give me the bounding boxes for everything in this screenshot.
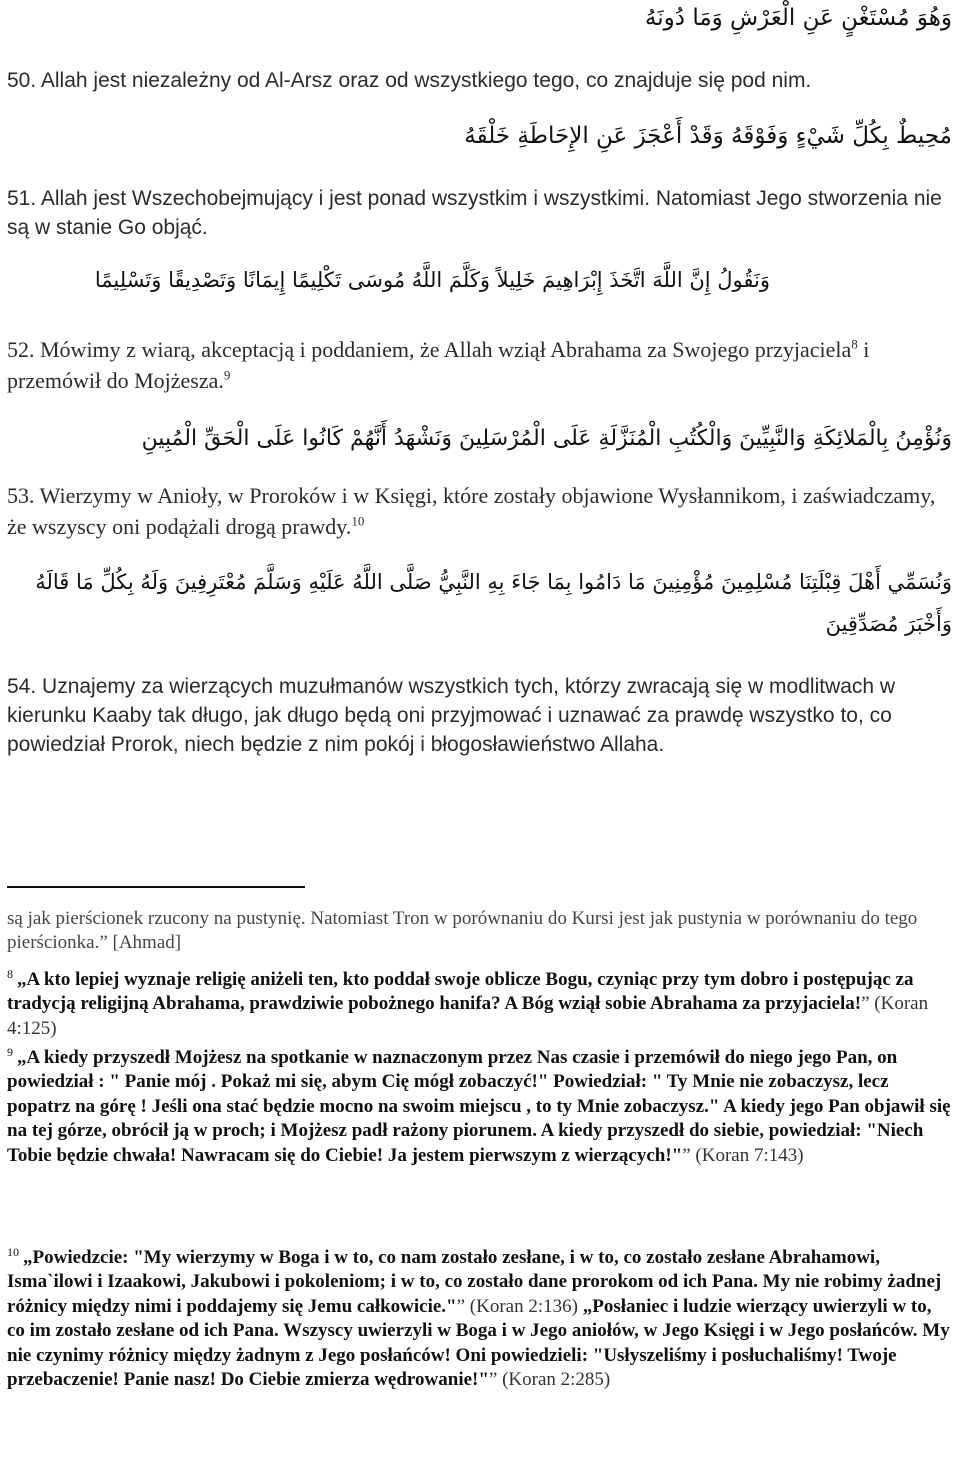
translation-text: 53. Wierzymy w Anioły, w Proroków i w Księgi, które zostały objawione Wysłannikom, i zaświadczamy, że wszyscy oni podążali drogą prawdy. bbox=[7, 483, 936, 539]
footnote-10-source-1: ” (Koran 2:136) bbox=[456, 1295, 583, 1317]
footnote-separator bbox=[7, 886, 305, 888]
arabic-verse-54-line-2: وَأَخْبَرَ مُصَدِّقِينَ bbox=[825, 612, 952, 636]
translation-verse-53 bbox=[7, 480, 953, 542]
arabic-verse-50: وَهُوَ مُسْتَغْنٍ عَنِ الْعَرْشِ وَمَا دُونَهُ bbox=[644, 5, 952, 31]
footnote-ref-9[interactable]: 9 bbox=[223, 367, 231, 383]
footnote-10 bbox=[7, 1246, 953, 1392]
footnote-8-quote: „A kto lepiej wyznaje religię aniżeli ten, kto poddał swoje oblicze Bogu, czyniąc przy tym dobro i postępując za tradycją religijną Abrahama, prawdziwie pobożnego hanifa? A Bóg wziął sobie Abrahama za przyjaciela! bbox=[7, 969, 914, 1015]
translation-verse-51: 51. Allah jest Wszechobejmujący i jest ponad wszystkim i wszystkimi. Natomiast Jego stworzenia nie są w stanie Go objąć. bbox=[7, 187, 942, 239]
arabic-verse-52: وَنَقُولُ إِنَّ اللَّهَ اتَّخَذَ إِبْرَاهِيمَ خَلِيلاً وَكَلَّمَ اللَّهُ مُوسَى تَكْلِيمًا إِيمَانًا وَتَصْدِيقًا وَتَسْلِيمًا bbox=[94, 268, 770, 292]
footnote-9-quote: „A kiedy przyszedł Mojżesz na spotkanie w naznaczonym przez Nas czasie i przemówił do niego jego Pan, on powiedział : " Panie mój . Pokaż mi się, abym Cię mógł zobaczyć!" Powiedział: " Ty Mnie nie zobaczysz, lecz popatrz na górę ! Jeśli ona stać będzie mocno na swoim miejscu , to ty Mnie zobaczysz." A kiedy jego Pan objawił się na tej górze, obrócił ją w proch; i Mojżesz padł rażony piorunem. A kiedy przyszedł do siebie, powiedział: "Niech Tobie będzie chwała! Nawracam się do Ciebie! Ja jestem pierwszym z wierzących!" bbox=[7, 1047, 951, 1166]
translation-verse-50: 50. Allah jest niezależny od Al-Arsz oraz od wszystkiego tego, co znajduje się pod nim. bbox=[7, 69, 812, 92]
footnote-continuation: są jak pierścionek rzucony na pustynię. Natomiast Tron w porównaniu do Kursi jest jak pustynia w porównaniu do tego pierścionka.” [Ahmad] bbox=[7, 908, 918, 954]
footnote-ref-8[interactable]: 8 bbox=[851, 336, 858, 352]
footnote-ref-10[interactable]: 10 bbox=[351, 513, 365, 529]
translation-verse-54: 54. Uznajemy za wierzących muzułmanów wszystkich tych, którzy zwracają się w modlitwach w kierunku Kaaby tak długo, jak długo będą oni przyjmować i uznawać za prawdę wszystko to, co powiedział Prorok, niech będzie z nim pokój i błogosławieństwo Allaha. bbox=[7, 675, 896, 756]
footnote-number-8: 8 bbox=[7, 966, 13, 981]
footnote-10-quote-2: „Posłaniec i ludzie wierzący uwierzyli w to, co im zostało zesłane od ich Pana. Wszyscy uwierzyli w Boga i w Jego aniołów, w Jego Księgi i w Jego posłańców. My nie czynimy różnicy między żadnym z Jego posłańców! Oni powiedzieli: "Usłyszeliśmy i posłuchaliśmy! Twoje przebaczenie! Panie nasz! Do Ciebie zmierza wędrowanie!" bbox=[7, 1295, 950, 1391]
arabic-verse-51: مُحِيطٌ بِكُلِّ شَيْءٍ وَفَوْقَهُ وَقَدْ أَعْجَزَ عَنِ الإِحَاطَةِ خَلْقَهُ bbox=[464, 123, 952, 149]
footnote-10-source-2: ” (Koran 2:285) bbox=[488, 1369, 611, 1391]
footnote-8-source: ” (Koran 4:125) bbox=[7, 993, 929, 1039]
translation-text: i przemówił do Mojżesza. bbox=[7, 337, 870, 393]
translation-text: 52. Mówimy z wiarą, akceptacją i poddaniem, że Allah wziął Abrahama za Swojego przyjaciela bbox=[7, 337, 852, 362]
footnote-8 bbox=[7, 968, 953, 1041]
translation-verse-52 bbox=[7, 334, 953, 396]
arabic-verse-53: وَنُؤْمِنُ بِالْمَلائِكَةِ وَالنَّبِيِّينَ وَالْكُتُبِ الْمُنَزَّلَةِ عَلَى الْمُرْسَلِينَ وَنَشْهَدُ أَنَّهُمْ كَانُوا عَلَى الْحَقِّ الْمُبِينِ bbox=[141, 426, 952, 451]
arabic-verse-54-line-1: وَنُسَمِّي أَهْلَ قِبْلَتِنَا مُسْلِمِينَ مُؤْمِنِينَ مَا دَامُوا بِمَا جَاءَ بِهِ النَّبِيُّ صَلَّى اللَّهُ عَلَيْهِ وَسَلَّمَ مُعْتَرِفِينَ وَلَهُ بِكُلِّ مَا قَالَهُ bbox=[35, 570, 952, 594]
footnote-number-10: 10 bbox=[7, 1244, 19, 1259]
footnote-10-quote-1: „Powiedzcie: "My wierzymy w Boga i w to, co nam zostało zesłane, i w to, co zostało zesłane Abrahamowi, Isma`ilowi i Izaakowi, Jakubowi i pokoleniom; i w to, co zostało dane prorokom od ich Pana. My nie robimy żadnej różnicy między nimi i poddajemy się Jemu całkowicie." bbox=[7, 1247, 942, 1317]
footnote-9-source: ” (Koran 7:143) bbox=[682, 1144, 804, 1166]
footnote-9 bbox=[7, 1046, 953, 1168]
footnote-number-9: 9 bbox=[7, 1044, 13, 1059]
